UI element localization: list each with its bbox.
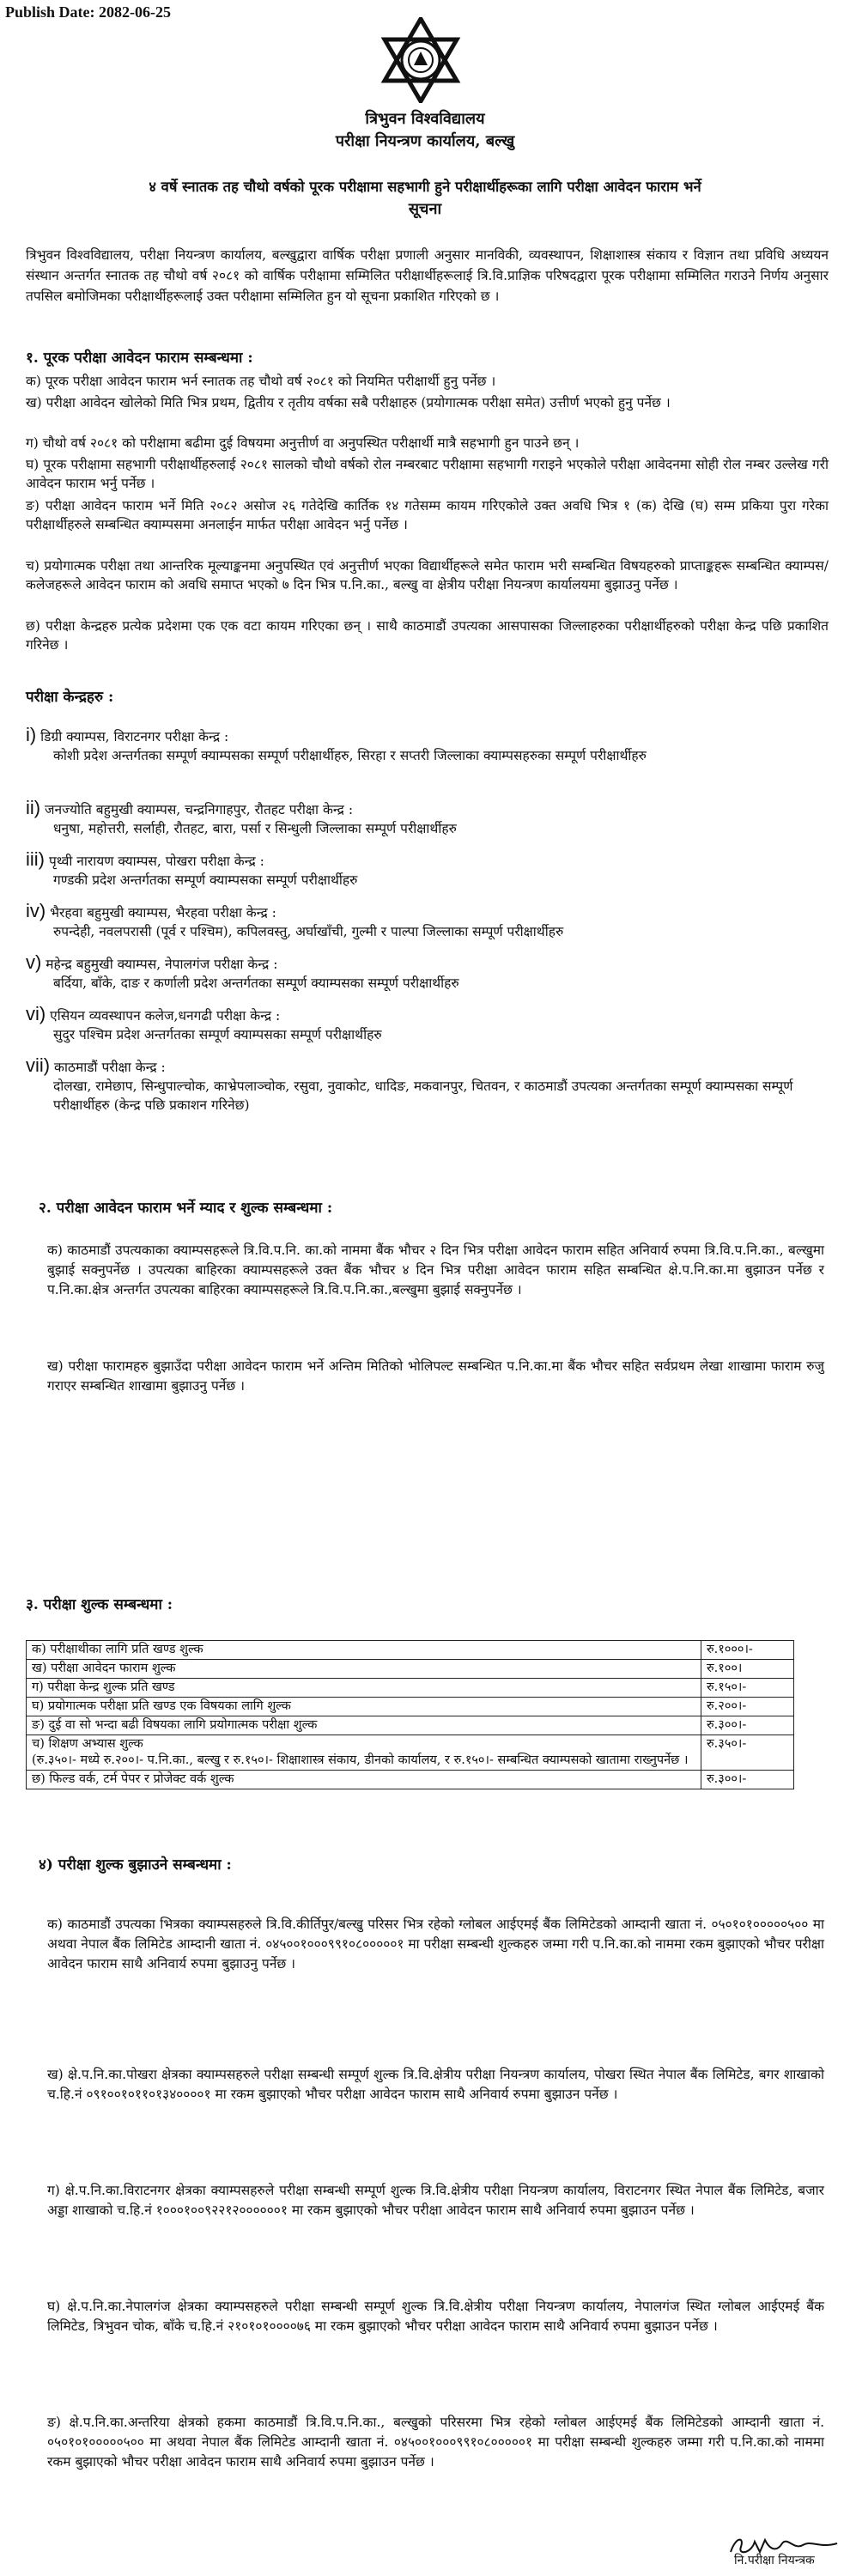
center-item-1 (26, 726, 829, 765)
center-number: v) (26, 951, 42, 973)
center-desc: बर्दिया, बाँके, दाङ र कर्णाली प्रदेश अन्तर्गतका सम्पूर्ण क्याम्पसका सम्पूर्ण परीक्षार्थीहरु (53, 975, 459, 991)
fee-label: ग) परीक्षा केन्द्र शुल्क प्रति खण्ड (27, 1679, 701, 1698)
center-desc: सुदुर पश्चिम प्रदेश अन्तर्गतका सम्पूर्ण क्याम्पसका सम्पूर्ण परीक्षार्थीहरु (53, 1027, 382, 1042)
center-desc: कोशी प्रदेश अन्तर्गतका सम्पूर्ण क्याम्पसका सम्पूर्ण परीक्षार्थीहरु, सिरहा र सप्तरी जिल्लाका क्याम्पसहरुका सम्पूर्ण परीक्षार्थीहरु (53, 748, 647, 763)
center-number: iii) (26, 848, 45, 870)
section1-item-nga: ङ) परीक्षा आवेदन फाराम भर्ने मिति २०८२ असोज २६ गतेदेखि कार्तिक १४ गतेसम्म कायम गरिएकोले उक्त अवधि भित्र १ (क) देखि (घ) सम्म प्रकिया पुरा गरेका परीक्षार्थीहरुले सम्बन्धित क्याम्पसमा अनलाईन मार्फत परीक्षा आवेदन भर्नु पर्नेछ । (26, 498, 829, 532)
table-row (27, 1698, 794, 1716)
center-desc: रुपन्देही, नवलपरासी (पूर्व र पश्चिम), कपिलवस्तु, अर्घाखाँची, गुल्मी र पाल्पा जिल्लाका सम्पूर्ण परीक्षार्थीहरु (53, 924, 564, 939)
center-name: पृथ्वी नारायण क्याम्पस, पोखरा परीक्षा केन्द्र : (48, 854, 264, 869)
center-desc: गण्डकी प्रदेश अन्तर्गतका सम्पूर्ण क्याम्पसका सम्पूर्ण परीक्षार्थीहरु (53, 872, 358, 888)
notice-heading (17, 176, 833, 221)
center-desc: धनुषा, महोत्तरी, सर्लाही, रौतहट, बारा, पर्सा र सिन्धुली जिल्लाका सम्पूर्ण परीक्षार्थीहरु (53, 821, 457, 836)
section1-item-chha: छ) परीक्षा केन्द्रहरु प्रत्येक प्रदेशमा एक एक वटा कायम गरिएका छन् । साथै काठमाडौं उपत्यका आसपासका जिल्लाहरुका परीक्षार्थीहरुको परीक्षा केन्द्र पछि प्रकाशित गरिनेछ । (26, 618, 829, 653)
section1-item-ga: ग) चौथो वर्ष २०८१ को परीक्षामा बढीमा दुई विषयमा अनुत्तीर्ण वा अनुपस्थित परीक्षार्थी मात्रै सहभागी हुन पाउने छन् । (26, 435, 580, 451)
section4-item-nga: ङ) क्षे.प.नि.का.अन्तरिया क्षेत्रको हकमा काठमाडौं त्रि.वि.प.नि.का., बल्खुको परिसरमा भित्र रहेको ग्लोबल आईएमई बैंक लिमिटेडको आम्दानी खाता नं. ०५०१०१०००००५०० मा अथवा नेपाल बैंक लिमिटेड आम्दानी खाता नं. ०४५००१०००९९१०८०००००१ मा परीक्षा सम्बन्धी शुल्कहरु जम्मा गरी प.नि.का.को नाममा रकम बुझाएको भौचर परीक्षा आवेदन फाराम साथै अनिवार्य रुपमा बुझाउन पर्नेछ । (47, 2415, 824, 2470)
section1-item-cha: च) प्रयोगात्मक परीक्षा तथा आन्तरिक मूल्याङ्कनमा अनुपस्थित एवं अनुत्तीर्ण भएका विद्यार्थीहरूले समेत फाराम भरी सम्बन्धित विषयहरुको प्राप्ताङ्कहरू सम्बन्धित क्याम्पस/कलेजहरूले आवेदन फाराम को अवधि समाप्त भएको ७ दिन भित्र प.नि.का., बल्खु वा क्षेत्रीय परीक्षा नियन्त्रण कार्यालयमा बुझाउनु पर्नेछ । (26, 558, 829, 592)
fee-amount: रु.३५०।- (701, 1735, 794, 1771)
section1-title: १. पूरक परीक्षा आवेदन फाराम सम्बन्धमा : (26, 349, 253, 367)
table-row (27, 1679, 794, 1698)
fee-amount: रु.३००।- (701, 1771, 794, 1789)
fee-label: ख) परीक्षा आवेदन फाराम शुल्क (27, 1660, 701, 1679)
center-item-3 (26, 850, 829, 890)
centers-title: परीक्षा केन्द्रहरु : (26, 689, 114, 706)
center-name: काठमाडौं परीक्षा केन्द्र : (54, 1060, 166, 1075)
center-number: ii) (26, 797, 41, 818)
section4-title: ४) परीक्षा शुल्क बुझाउने सम्बन्धमा : (39, 1856, 232, 1874)
fee-label: छ) फिल्ड वर्क, टर्म पेपर र प्रोजेक्ट वर्क शुल्क (27, 1771, 701, 1789)
table-row (27, 1660, 794, 1679)
center-name: एसियन व्यवस्थापन कलेज,धनगढी परीक्षा केन्द्र : (50, 1008, 281, 1024)
fee-label: क) परीक्षाथीका लागि प्रति खण्ड शुल्क (27, 1641, 701, 1660)
notice-title: ४ वर्षे स्नातक तह चौथो वर्षको पूरक परीक्षामा सहभागी हुने परीक्षार्थीहरूका लागि परीक्षा आवेदन फाराम भर्ने (149, 179, 701, 195)
center-name: डिग्री क्याम्पस, विराटनगर परीक्षा केन्द्र : (40, 729, 229, 744)
center-name: महेन्द्र बहुमुखी क्याम्पस, नेपालगंज परीक्षा केन्द्र : (46, 957, 278, 972)
university-name: त्रिभुवन विश्वविद्यालय (365, 110, 485, 128)
fee-amount: रु.१०००।- (701, 1641, 794, 1660)
fee-label: ङ) दुई वा सो भन्दा बढी विषयका लागि प्रयोगात्मक परीक्षा शुल्क (27, 1716, 701, 1735)
section4-item-kha: ख) क्षे.प.नि.का.पोखरा क्षेत्रका क्याम्पसहरुले परीक्षा सम्बन्धी सम्पूर्ण शुल्क त्रि.वि.क्षेत्रीय परीक्षा नियन्त्रण कार्यालय, पोखरा स्थित नेपाल बैंक लिमिटेड, बगर शाखाको च.हि.नं ०९१००१०११०१३४००००१ मा रकम बुझाएको भौचर परीक्षा आवेदन फाराम साथै अनिवार्य रुपमा बुझाउन पर्नेछ । (47, 2067, 824, 2102)
center-number: vi) (26, 1003, 46, 1024)
fee-label: घ) प्रयोगात्मक परीक्षा प्रति खण्ड एक विषयका लागि शुल्क (27, 1698, 701, 1716)
section4-item-ka: क) काठमाडौं उपत्यका भित्रका क्याम्पसहरुले त्रि.वि.कीर्तिपुर/बल्खु परिसर भित्र रहेको ग्लोबल आईएमई बैंक लिमिटेडको आम्दानी खाता नं. ०५०१०१०००००५०० मा अथवा नेपाल बैंक लिमिटेड आम्दानी खाता नं. ०४५००१०००९९१०८०००००१ मा परीक्षा सम्बन्धी शुल्कहरु जम्मा गरी प.नि.का.को नाममा रकम बुझाएको भौचर परीक्षा आवेदन फाराम साथै अनिवार्य रुपमा बुझाउनु पर्नेछ । (47, 1917, 824, 1971)
notice-subtitle: सूचना (408, 200, 442, 218)
signature-designation: नि.परीक्षा नियन्त्रक (734, 2554, 815, 2567)
table-row (27, 1641, 794, 1660)
fee-table (26, 1640, 794, 1789)
section4-item-ga: ग) क्षे.प.नि.का.विराटनगर क्षेत्रका क्याम्पसहरुले परीक्षा सम्बन्धी सम्पूर्ण शुल्क त्रि.वि.क्षेत्रीय परीक्षा नियन्त्रण कार्यालय, विराटनगर स्थित नेपाल बैंक लिमिटेड, बजार अड्डा शाखाको च.हि.नं १०००१००९२२१२००००००१ मा रकम बुझाएको भौचर परीक्षा आवेदन फाराम साथै अनिवार्य रुपमा बुझाउन पर्नेछ । (47, 2183, 824, 2218)
center-number: iv) (26, 900, 46, 921)
section2-item-kha: ख) परीक्षा फारामहरु बुझाउँदा परीक्षा आवेदन फाराम भर्ने अन्तिम मितिको भोलिपल्ट सम्बन्धित प.नि.का.मा बैंक भौचर सहित सर्वप्रथम लेखा शाखामा फाराम रुजु गराएर सम्बन्धित शाखामा बुझाउनु पर्नेछ । (47, 1358, 824, 1394)
section2-item-ka: क) काठमाडौं उपत्यकाका क्याम्पसहरूले त्रि.वि.प.नि. का.को नाममा बैंक भौचर २ दिन भित्र परीक्षा आवेदन फाराम सहित अनिवार्य रुपमा त्रि.वि.प.नि.का., बल्खुमा बुझाई सक्नुपर्नेछ । उपत्यका बाहिरका क्याम्पसहरूले उक्त बैंक भौचर ४ दिन भित्र परीक्षा आवेदन फाराम सहित सम्बन्धित क्षे.प.नि.का.मा बुझाउन पर्नेछ र प.नि.का.क्षेत्र अन्तर्गत उपत्यका बाहिरका क्याम्पसहरूले त्रि.वि.प.नि.का.,बल्खुमा बुझाई सक्नुपर्नेछ । (47, 1242, 824, 1297)
fee-amount: रु.२००।- (701, 1698, 794, 1716)
center-item-6 (26, 1005, 829, 1044)
section4-item-gha: घ) क्षे.प.नि.का.नेपालगंज क्षेत्रका क्याम्पसहरुले परीक्षा सम्बन्धी सम्पूर्ण शुल्क त्रि.वि.क्षेत्रीय परीक्षा नियन्त्रण कार्यालय, नेपालगंज स्थित ग्लोबल आईएमई बैंक लिमिटेड, त्रिभुवन चोक, बाँके च.हि.नं २१०१०१००००७६ मा रकम बुझाएको भौचर परीक्षा आवेदन फाराम साथै अनिवार्य रुपमा बुझाउन पर्नेछ । (47, 2299, 824, 2334)
fee-amount: रु.१५०।- (701, 1679, 794, 1698)
table-row (27, 1771, 794, 1789)
office-name: परीक्षा नियन्त्रण कार्यालय, बल्खु (335, 132, 515, 150)
center-desc: दोलखा, रामेछाप, सिन्धुपाल्चोक, काभ्रेपलाञ्चोक, रसुवा, नुवाकोट, धादिङ, मकवानपुर, चितवन, र काठमाडौं उपत्यका अन्तर्गतका सम्पूर्ण क्याम्पसका सम्पूर्ण परीक्षार्थीहरु (केन्द्र पछि प्रकाशन गरिनेछ) (53, 1078, 793, 1113)
section1-item-kha: ख) परीक्षा आवेदन खोलेको मिति भित्र प्रथम, द्वितीय र तृतीय वर्षका सबै परीक्षाहरु (प्रयोगात्मक परीक्षा समेत) उत्तीर्ण भएको हुनु पर्नेछ । (26, 395, 671, 410)
section1-item-gha: घ) पूरक परीक्षामा सहभागी परीक्षार्थीहरुलाई २०८१ सालको चौथो वर्षको रोल नम्बरबाट परीक्षामा सहभागी गराइने भएकोले परीक्षा आवेदनमा सोही रोल नम्बर उल्लेख गरी आवेदन फाराम भर्नु पर्नेछ । (26, 457, 829, 491)
fee-label-cell (27, 1735, 701, 1771)
publish-date: Publish Date: 2082-06-25 (5, 3, 171, 21)
tu-emblem-logo (378, 17, 464, 103)
fee-amount: रु.३००।- (701, 1716, 794, 1735)
table-row (27, 1716, 794, 1735)
section3-title: ३. परीक्षा शुल्क सम्बन्धमा : (26, 1596, 173, 1613)
center-item-5 (26, 953, 829, 993)
intro-paragraph: त्रिभुवन विश्वविद्यालय, परीक्षा नियन्त्रण कार्यालय, बल्खुद्वारा वार्षिक परीक्षा प्रणाली अनुसार मानविकी, व्यवस्थापन, शिक्षाशास्त्र संकाय र विज्ञान तथा प्रविधि अध्ययन संस्थान अन्तर्गत स्नातक तह चौथो वर्ष २०८१ को वार्षिक परीक्षामा सम्मिलित परीक्षार्थीहरूलाई त्रि.वि.प्राज्ञिक परिषदद्वारा पूरक परीक्षामा सम्मिलित गराउने निर्णय अनुसार तपसिल बमोजिमका परीक्षार्थीहरूलाई उक्त परीक्षामा सम्मिलित हुन यो सूचना प्रकाशित गरिएको छ । (26, 247, 829, 304)
center-name: भैरहवा बहुमुखी क्याम्पस, भैरहवा परीक्षा केन्द्र : (50, 905, 276, 920)
center-item-7 (26, 1056, 829, 1115)
center-name: जनज्योति बहुमुखी क्याम्पस, चन्द्रनिगाहपुर, रौतहट परीक्षा केन्द्र : (45, 802, 354, 817)
center-number: vii) (26, 1054, 51, 1076)
center-number: i) (26, 724, 37, 745)
fee-amount: रु.१००। (701, 1660, 794, 1679)
center-item-4 (26, 902, 829, 941)
table-row (27, 1735, 794, 1771)
section2-title: २. परीक्षा आवेदन फाराम भर्ने म्याद र शुल्क सम्बन्धमा : (39, 1200, 333, 1217)
fee-label: च) शिक्षण अभ्यास शुल्क (32, 1737, 143, 1751)
center-item-2 (26, 799, 829, 838)
fee-note: (रु.३५०।- मध्ये रु.२००।- प.नि.का., बल्खु र रु.१५०।- शिक्षाशास्त्र संकाय, डीनको कार्यालय, र रु.१५०।- सम्बन्धित क्याम्पसको खातामा राख्नुपर्नेछ । (32, 1753, 689, 1767)
header (0, 108, 850, 153)
section1-item-ka: क) पूरक परीक्षा आवेदन फाराम भर्न स्नातक तह चौथो वर्ष २०८१ को नियमित परीक्षार्थी हुनु पर्नेछ । (26, 374, 496, 389)
